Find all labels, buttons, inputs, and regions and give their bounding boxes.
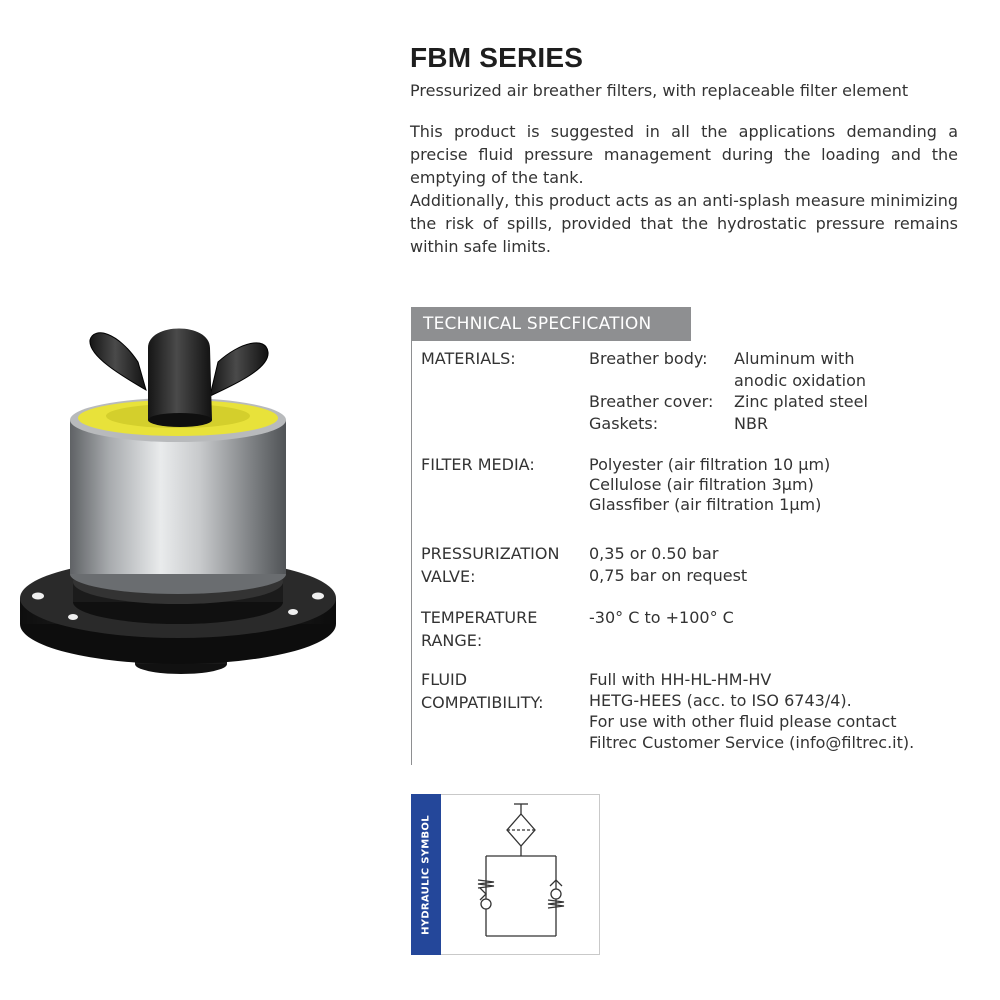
spec-label-fluid-2: COMPATIBILITY:: [421, 693, 544, 712]
spec-key-breather-body: Breather body:: [589, 349, 708, 368]
spec-value-breather-body-1: Aluminum with: [734, 349, 855, 368]
spec-value-gaskets: NBR: [734, 414, 769, 433]
spec-value-fluid-4: Filtrec Customer Service (info@filtrec.it).: [589, 733, 915, 752]
spec-value-fluid-3: For use with other fluid please contact: [589, 712, 897, 731]
spec-value-pressurization-1: 0,35 or 0.50 bar: [589, 544, 719, 563]
hydraulic-symbol-strip: [411, 794, 441, 955]
spec-label-fluid-1: FLUID: [421, 670, 468, 689]
spec-label-materials: MATERIALS:: [421, 349, 516, 368]
spec-value-pressurization-2: 0,75 bar on request: [589, 566, 748, 585]
spec-value-filter-media-1: Polyester (air filtration 10 μm): [589, 455, 831, 474]
page-title: FBM SERIES: [410, 42, 584, 73]
spec-value-filter-media-2: Cellulose (air filtration 3μm): [589, 475, 814, 494]
page-subtitle: Pressurized air breather filters, with replaceable filter element: [410, 81, 909, 100]
spec-header: TECHNICAL SPECFICATION: [411, 307, 691, 341]
product-description: [410, 120, 958, 258]
description-paragraph-1: This product is suggested in all the applications demanding a precise fluid pressure management during the loading and the emptying of the tank.: [410, 122, 958, 187]
spec-label-temperature-1: TEMPERATURE: [421, 608, 538, 627]
spec-key-breather-cover: Breather cover:: [589, 392, 714, 411]
spec-value-breather-body-2: anodic oxidation: [734, 371, 867, 390]
spec-value-fluid-2: HETG-HEES (acc. to ISO 6743/4).: [589, 691, 852, 710]
spec-label-pressurization-1: PRESSURIZATION: [421, 544, 560, 563]
description-paragraph-2: Additionally, this product acts as an anti-splash measure minimizing the risk of spills, provided that the hydrostatic pressure remains within safe limits.: [410, 191, 958, 256]
spec-label-temperature-2: RANGE:: [421, 631, 483, 650]
spec-label-filter-media: FILTER MEDIA:: [421, 455, 535, 474]
spec-value-temperature: -30° C to +100° C: [589, 608, 734, 627]
hydraulic-symbol-label: HYDRAULIC SYMBOL: [420, 814, 432, 935]
spec-value-fluid-1: Full with HH-HL-HM-HV: [589, 670, 772, 689]
spec-divider: [411, 341, 412, 765]
spec-label-pressurization-2: VALVE:: [421, 567, 476, 586]
product-image: [18, 312, 348, 682]
spec-key-gaskets: Gaskets:: [589, 414, 659, 433]
spec-value-breather-cover: Zinc plated steel: [734, 392, 868, 411]
spec-value-filter-media-3: Glassfiber (air filtration 1μm): [589, 495, 822, 514]
hydraulic-symbol-diagram: [448, 800, 594, 950]
